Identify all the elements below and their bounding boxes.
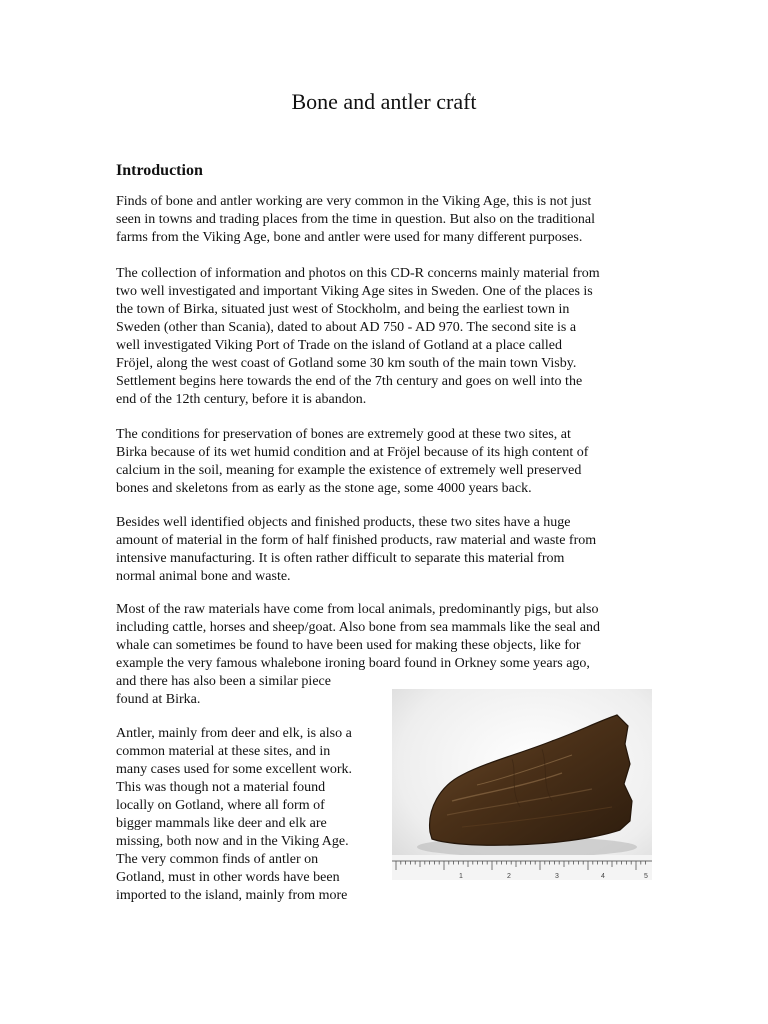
text-line: locally on Gotland, where all form of	[116, 798, 325, 813]
text-line: many cases used for some excellent work.	[116, 762, 352, 777]
text-line: Birka because of its wet humid condition and at Fröjel because of its high content of	[116, 445, 589, 460]
page-title: Bone and antler craft	[291, 89, 477, 114]
text-line: The conditions for preservation of bones are extremely good at these two sites, at	[116, 427, 571, 442]
paragraph-sites	[116, 265, 656, 409]
text-line: example the very famous whalebone ironing board found in Orkney some years ago,	[116, 656, 590, 671]
ruler-label: 2	[507, 873, 511, 880]
paragraph-intro	[116, 193, 656, 247]
text-line: intensive manufacturing. It is often rather difficult to separate this material from	[116, 551, 565, 566]
text-line: Settlement begins here towards the end of the 7th century and goes on well into the	[116, 374, 583, 389]
ruler-label: 4	[601, 873, 605, 880]
text-line: Fröjel, along the west coast of Gotland some 30 km south of the main town Visby.	[116, 356, 577, 371]
text-line: and there has also been a similar piece	[116, 674, 331, 689]
section-heading: Introduction	[116, 162, 203, 179]
text-line: calcium in the soil, meaning for example the existence of extremely well preserved	[116, 463, 582, 478]
text-line: bigger mammals like deer and elk are	[116, 816, 327, 831]
text-line: Antler, mainly from deer and elk, is also a	[116, 726, 352, 741]
text-line: found at Birka.	[116, 692, 201, 707]
text-line: Sweden (other than Scania), dated to about AD 750 - AD 970. The second site is a	[116, 320, 577, 335]
text-line: Most of the raw materials have come from local animals, predominantly pigs, but also	[116, 602, 599, 617]
text-line: well investigated Viking Port of Trade on the island of Gotland at a place called	[116, 338, 563, 353]
text-line: two well investigated and important Viking Age sites in Sweden. One of the places is	[116, 284, 593, 299]
text-line: Finds of bone and antler working are very common in the Viking Age, this is not just	[116, 194, 592, 209]
paragraph-material	[116, 514, 656, 586]
text-line: end of the 12th century, before it is abandon.	[116, 392, 367, 407]
antler-piece-illustration	[392, 689, 652, 880]
antler-piece-photo	[392, 689, 652, 880]
text-line: The collection of information and photos on this CD-R concerns mainly material from	[116, 266, 600, 281]
text-line: bones and skeletons from as early as the stone age, some 4000 years back.	[116, 481, 532, 496]
text-line: common material at these sites, and in	[116, 744, 331, 759]
paragraph-antler	[116, 725, 386, 905]
text-line: including cattle, horses and sheep/goat. Also bone from sea mammals like the seal and	[116, 620, 601, 635]
text-line: imported to the island, mainly from more	[116, 888, 348, 903]
text-line: This was though not a material found	[116, 780, 326, 795]
text-line: The very common finds of antler on	[116, 852, 319, 867]
text-line: missing, both now and in the Viking Age.	[116, 834, 349, 849]
ruler-label: 3	[555, 873, 559, 880]
text-line: Gotland, must in other words have been	[116, 870, 340, 885]
text-line: whale can sometimes be found to have been used for making these objects, like for	[116, 638, 581, 653]
text-line: seen in towns and trading places from the time in question. But also on the traditional	[116, 212, 596, 227]
text-line: normal animal bone and waste.	[116, 569, 291, 584]
ruler-label: 1	[459, 873, 463, 880]
ruler-label: 5	[644, 873, 648, 880]
text-line: Besides well identified objects and finished products, these two sites have a huge	[116, 515, 571, 530]
text-line: amount of material in the form of half finished products, raw material and waste from	[116, 533, 597, 548]
paragraph-preservation	[116, 426, 656, 498]
text-line: farms from the Viking Age, bone and antler were used for many different purposes.	[116, 230, 583, 245]
text-line: the town of Birka, situated just west of Stockholm, and being the earliest town in	[116, 302, 570, 317]
